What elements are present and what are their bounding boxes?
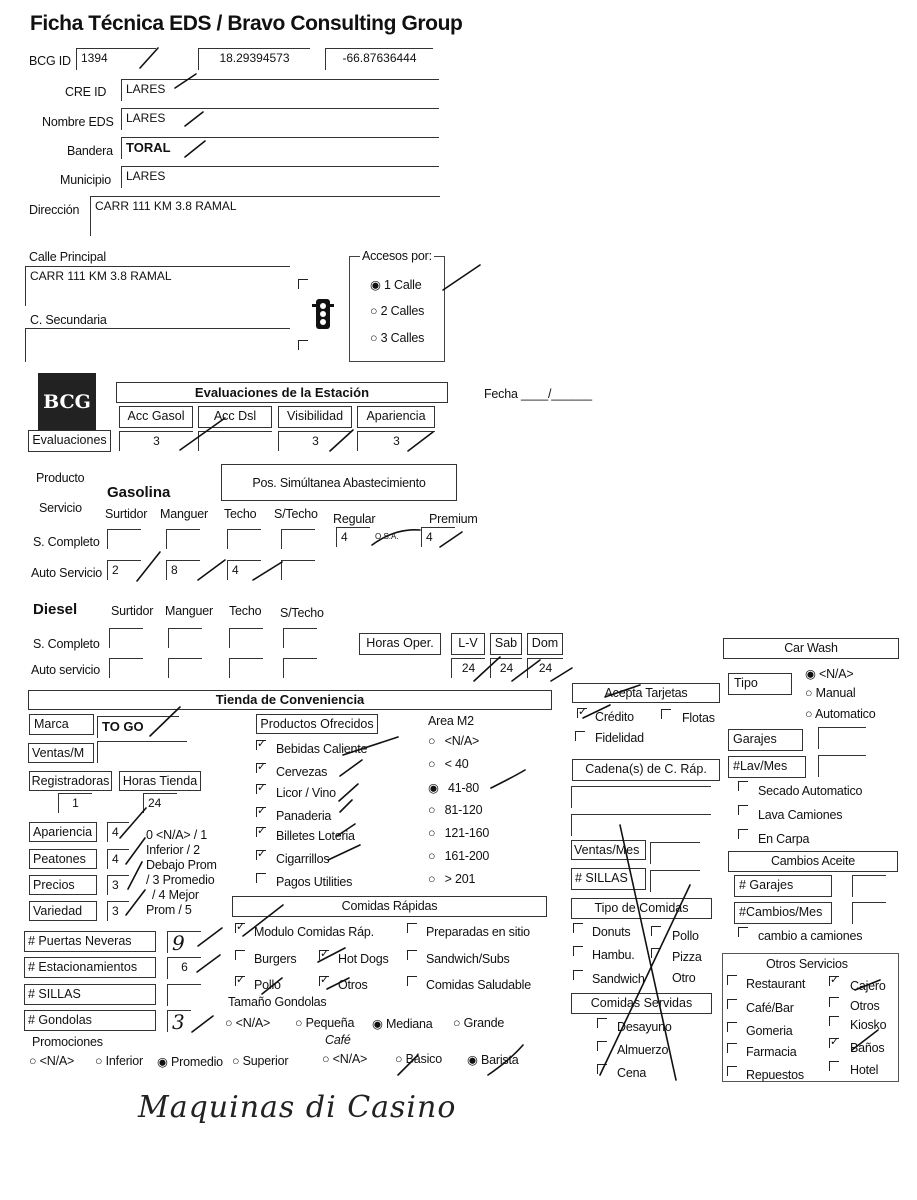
- radio-icon: ○: [232, 1054, 240, 1068]
- ventas-mes-field[interactable]: [650, 842, 700, 864]
- desayuno-checkbox[interactable]: [597, 1018, 607, 1028]
- comida-rapida-checkbox[interactable]: [235, 950, 245, 960]
- cafe-bar-label: Café/Bar: [746, 1001, 794, 1015]
- area-radio[interactable]: ○ 81-120: [428, 803, 483, 817]
- radio-icon: ○: [370, 304, 378, 318]
- donuts-label: Donuts: [592, 925, 631, 939]
- radio-icon: ○: [805, 707, 813, 721]
- direccion-field[interactable]: CARR 111 KM 3.8 RAMAL: [90, 196, 440, 236]
- car-wash-title: Car Wash: [723, 638, 899, 659]
- radio-icon: ○: [428, 803, 439, 817]
- cafe-bar-checkbox[interactable]: [727, 999, 737, 1009]
- area-radio[interactable]: ○ <N/A>: [428, 734, 480, 748]
- radio-selected-icon: ◉: [370, 278, 381, 292]
- comida-rapida-label: Otros: [338, 978, 368, 992]
- apariencia-rating[interactable]: 4: [107, 822, 129, 842]
- producto-checkbox[interactable]: [256, 763, 266, 773]
- secado-label: Secado Automatico: [758, 784, 863, 798]
- producto-label: Pagos Utilities: [276, 875, 353, 889]
- ventas-m-label: Ventas/M: [28, 743, 94, 763]
- sandwich-cr-checkbox[interactable]: [573, 970, 583, 980]
- almuerzo-label: Almuerzo: [617, 1043, 669, 1057]
- tienda-title: Tienda de Conveniencia: [28, 690, 552, 710]
- diesel-title: Diesel: [33, 601, 78, 618]
- scale-note-1: 0 <N/A> / 1: [146, 828, 208, 842]
- producto-checkbox[interactable]: [256, 850, 266, 860]
- radio-icon: ○: [805, 686, 813, 700]
- municipio-label: Municipio: [60, 173, 112, 187]
- dsl-s-completo-label: S. Completo: [33, 637, 100, 651]
- radio-selected-icon: ◉: [428, 781, 442, 795]
- producto-checkbox[interactable]: [256, 807, 266, 817]
- kiosko-checkbox[interactable]: [829, 1016, 839, 1026]
- banos-label: Baños: [850, 1041, 885, 1055]
- gas-col-stecho: S/Techo: [274, 507, 318, 521]
- comida-rapida-label: Modulo Comidas Ráp.: [254, 925, 374, 939]
- comidas-servidas-label: Comidas Servidas: [571, 993, 712, 1014]
- puertas-neveras-label: # Puertas Neveras: [24, 931, 156, 952]
- garajes-label: Garajes: [728, 729, 803, 751]
- lav-mes-label: #Lav/Mes: [728, 756, 806, 778]
- servicio-label: Servicio: [39, 501, 82, 515]
- radio-selected-icon: ◉: [372, 1017, 383, 1031]
- radio-selected-icon: ◉: [157, 1055, 168, 1069]
- promo-inferior-radio[interactable]: ○ Inferior: [95, 1054, 143, 1068]
- cadena-field-2[interactable]: [571, 814, 711, 836]
- credito-label: Crédito: [595, 710, 634, 724]
- calle-principal-label: Calle Principal: [29, 250, 106, 264]
- regular-label: Regular: [333, 512, 376, 526]
- latitude-field[interactable]: 18.29394573: [198, 48, 310, 70]
- comidas-rapidas-title: Comidas Rápidas: [232, 896, 547, 917]
- dsl-as-techo[interactable]: [229, 658, 263, 678]
- comida-rapida-checkbox[interactable]: [235, 923, 245, 933]
- productos-ofrecidos-label: Productos Ofrecidos: [256, 714, 378, 734]
- evaluaciones-button[interactable]: Evaluaciones: [28, 430, 111, 452]
- tamano-gondolas-label: Tamaño Gondolas: [228, 995, 327, 1009]
- en-carpa-label: En Carpa: [758, 832, 810, 846]
- sillas-comida-field[interactable]: [650, 870, 700, 892]
- radio-icon: ○: [428, 757, 439, 771]
- radio-icon: ○: [395, 1052, 403, 1066]
- radio-icon: ○: [428, 849, 439, 863]
- repuestos-checkbox[interactable]: [727, 1066, 737, 1076]
- premium-label: Premium: [429, 512, 478, 526]
- scale-note-4: / 3 Promedio: [146, 873, 215, 887]
- nombre-eds-label: Nombre EDS: [42, 115, 114, 129]
- form-title: Ficha Técnica EDS / Bravo Consulting Group: [30, 12, 463, 35]
- regular-value[interactable]: 4: [336, 527, 370, 547]
- tamano-mediana-radio[interactable]: ◉ Mediana: [372, 1017, 433, 1031]
- pos-simultanea-box: Pos. Simúltanea Abastecimiento: [221, 464, 457, 501]
- area-radio[interactable]: ○ 161-200: [428, 849, 490, 863]
- cafe-na-radio[interactable]: ○ <N/A>: [322, 1052, 368, 1066]
- otro-cr-label: Otro: [672, 971, 696, 985]
- gas-auto-servicio-label: Auto Servicio: [31, 566, 103, 580]
- registradoras-label: Registradoras: [29, 771, 112, 791]
- otros-checkbox[interactable]: [829, 997, 839, 1007]
- horas-tienda-label: Horas Tienda: [119, 771, 201, 791]
- comida-rapida-label: Pollo: [254, 978, 281, 992]
- peatones-rating[interactable]: 4: [107, 849, 129, 869]
- pollo-cr-checkbox[interactable]: [651, 926, 661, 936]
- gas-sc-manguer[interactable]: [166, 529, 200, 549]
- radio-icon: ○: [295, 1016, 303, 1030]
- area-m2-label: Area M2: [428, 714, 474, 728]
- cena-label: Cena: [617, 1066, 647, 1080]
- gas-as-stecho[interactable]: [281, 560, 315, 580]
- horas-col-lv: L-V: [451, 633, 485, 655]
- gomeria-checkbox[interactable]: [727, 1022, 737, 1032]
- cre-id-field[interactable]: LARES: [121, 79, 439, 101]
- hotel-checkbox[interactable]: [829, 1061, 839, 1071]
- gondolas-label: # Gondolas: [24, 1010, 156, 1031]
- credito-checkbox[interactable]: [577, 708, 587, 718]
- producto-checkbox[interactable]: [256, 784, 266, 794]
- area-radio[interactable]: ○ > 201: [428, 872, 476, 886]
- horas-sab-value[interactable]: 24: [490, 658, 522, 678]
- garajes-field[interactable]: [818, 727, 866, 749]
- gas-col-surtidor: Surtidor: [105, 507, 148, 521]
- farmacia-label: Farmacia: [746, 1045, 797, 1059]
- producto-checkbox[interactable]: [256, 740, 266, 750]
- radio-icon: ○: [428, 734, 439, 748]
- variedad-label: Variedad: [29, 901, 97, 921]
- radio-icon: ○: [322, 1052, 330, 1066]
- producto-label: Cervezas: [276, 765, 328, 779]
- longitude-field[interactable]: -66.87636444: [325, 48, 433, 70]
- marca-field[interactable]: TO GO: [97, 716, 179, 738]
- producto-label: Bebidas Caliente: [276, 742, 368, 756]
- secundaria-traffic-checkbox[interactable]: [298, 340, 308, 350]
- producto-checkbox[interactable]: [256, 827, 266, 837]
- sillas-tienda-label: # SILLAS: [24, 984, 156, 1005]
- municipio-field[interactable]: LARES: [121, 166, 439, 188]
- promo-superior-radio[interactable]: ○ Superior: [232, 1054, 289, 1068]
- cambios-mes-label: #Cambios/Mes: [734, 902, 832, 924]
- col-visibilidad: Visibilidad: [278, 406, 352, 428]
- hambu-checkbox[interactable]: [573, 946, 583, 956]
- principal-traffic-checkbox[interactable]: [298, 279, 308, 289]
- radio-selected-icon: ◉: [467, 1053, 478, 1067]
- dsl-sc-techo[interactable]: [229, 628, 263, 648]
- horas-lv-value[interactable]: 24: [451, 658, 485, 678]
- calle-secundaria-label: C. Secundaria: [30, 313, 107, 327]
- comida-rapida-checkbox[interactable]: [407, 976, 417, 986]
- osa-label: O.S.A.: [375, 532, 399, 541]
- estacionamientos-value[interactable]: 6: [167, 957, 201, 979]
- restaurant-checkbox[interactable]: [727, 975, 737, 985]
- dsl-sc-surtidor[interactable]: [109, 628, 143, 648]
- producto-label: Cigarrillos: [276, 852, 330, 866]
- nombre-eds-field[interactable]: LARES: [121, 108, 439, 130]
- sillas-comida-label: # SILLAS: [571, 868, 646, 890]
- estacionamientos-label: # Estacionamientos: [24, 957, 156, 978]
- comida-rapida-checkbox[interactable]: [319, 976, 329, 986]
- cambios-aceite-title: Cambios Aceite: [728, 851, 898, 872]
- precios-label: Precios: [29, 875, 97, 895]
- producto-label: Producto: [36, 471, 85, 485]
- cre-id-label: CRE ID: [65, 85, 107, 99]
- horas-dom-value[interactable]: 24: [527, 658, 563, 678]
- scale-note-6: Prom / 5: [146, 903, 192, 917]
- garajes2-label: # Garajes: [734, 875, 832, 897]
- producto-label: Billetes Loteria: [276, 829, 355, 843]
- producto-label: Licor / Vino: [276, 786, 336, 800]
- col-acc-dsl: Acc Dsl: [198, 406, 272, 428]
- dsl-sc-stecho[interactable]: [283, 628, 317, 648]
- acc-dsl-value[interactable]: [198, 431, 272, 451]
- horas-oper-button[interactable]: Horas Oper.: [359, 633, 441, 655]
- gas-sc-stecho[interactable]: [281, 529, 315, 549]
- scale-note-3: Debajo Prom: [146, 858, 217, 872]
- pizza-checkbox[interactable]: [651, 948, 661, 958]
- gomeria-label: Gomeria: [746, 1024, 793, 1038]
- accesos-1-calle[interactable]: ◉ 1 Calle: [370, 278, 422, 292]
- farmacia-checkbox[interactable]: [727, 1043, 737, 1053]
- producto-checkbox[interactable]: [256, 873, 266, 883]
- radio-icon: ○: [428, 872, 439, 886]
- lava-camiones-checkbox[interactable]: [738, 805, 748, 815]
- lav-mes-field[interactable]: [818, 755, 866, 777]
- repuestos-label: Repuestos: [746, 1068, 804, 1082]
- tamano-pequena-radio[interactable]: ○ Pequeña: [295, 1016, 355, 1030]
- cadena-label: Cadena(s) de C. Ráp.: [572, 759, 720, 781]
- comida-rapida-checkbox[interactable]: [235, 976, 245, 986]
- radio-selected-icon: ◉: [805, 667, 816, 681]
- cadena-field-1[interactable]: [571, 786, 711, 808]
- dsl-col-manguer: Manguer: [165, 604, 213, 618]
- ventas-mes-label: Ventas/Mes: [571, 840, 646, 860]
- gas-sc-surtidor[interactable]: [107, 529, 141, 549]
- cafe-basico-radio[interactable]: ○ Básico: [395, 1052, 442, 1066]
- promo-promedio-radio[interactable]: ◉ Promedio: [157, 1055, 223, 1069]
- almuerzo-checkbox[interactable]: [597, 1041, 607, 1051]
- carwash-automatico-radio[interactable]: ○ Automatico: [805, 707, 876, 721]
- bcg-id-label: BCG ID: [29, 54, 71, 68]
- peatones-label: Peatones: [29, 849, 97, 869]
- marca-label: Marca: [29, 714, 94, 735]
- flotas-label: Flotas: [682, 711, 715, 725]
- en-carpa-checkbox[interactable]: [738, 829, 748, 839]
- bcg-logo: BCG: [38, 373, 96, 431]
- col-apariencia: Apariencia: [357, 406, 435, 428]
- horas-tienda-value[interactable]: 24: [143, 793, 177, 813]
- handwritten-note: Maquinas di Casino: [138, 1090, 457, 1125]
- carwash-manual-radio[interactable]: ○ Manual: [805, 686, 856, 700]
- gas-col-techo: Techo: [224, 507, 257, 521]
- secado-checkbox[interactable]: [738, 781, 748, 791]
- pollo-cr-label: Pollo: [672, 929, 699, 943]
- gasolina-title: Gasolina: [107, 484, 171, 501]
- hotel-label: Hotel: [850, 1063, 879, 1077]
- comida-rapida-label: Preparadas en sitio: [426, 925, 530, 939]
- comida-rapida-label: Sandwich/Subs: [426, 952, 510, 966]
- cambio-camiones-label: cambio a camiones: [758, 929, 863, 943]
- gas-as-techo[interactable]: 4: [227, 560, 261, 580]
- premium-value[interactable]: 4: [421, 527, 455, 547]
- apariencia-value[interactable]: 3: [357, 431, 435, 451]
- fidelidad-checkbox[interactable]: [575, 731, 585, 741]
- tipo-label: Tipo: [728, 673, 792, 695]
- sillas-tienda-value[interactable]: [167, 984, 201, 1006]
- cambio-camiones-checkbox[interactable]: [738, 927, 748, 937]
- scale-note-2: Inferior / 2: [146, 843, 200, 857]
- gas-col-manguer: Manguer: [160, 507, 208, 521]
- horas-col-dom: Dom: [527, 633, 563, 655]
- pizza-label: Pizza: [672, 950, 702, 964]
- scale-note-5: / 4 Mejor: [152, 888, 199, 902]
- radio-icon: ○: [428, 826, 439, 840]
- acc-gasol-value[interactable]: 3: [119, 431, 193, 451]
- col-acc-gasol: Acc Gasol: [119, 406, 193, 428]
- gondolas-value[interactable]: 3: [167, 1010, 191, 1032]
- radio-icon: ○: [29, 1054, 37, 1068]
- promociones-label: Promociones: [32, 1035, 103, 1049]
- registradoras-value[interactable]: 1: [58, 793, 92, 813]
- cajero-checkbox[interactable]: [829, 976, 839, 986]
- comida-rapida-label: Burgers: [254, 952, 297, 966]
- ventas-m-field[interactable]: [97, 741, 187, 763]
- comida-rapida-label: Hot Dogs: [338, 952, 389, 966]
- comida-rapida-checkbox[interactable]: [407, 950, 417, 960]
- tipo-comidas-label: Tipo de Comidas: [571, 898, 712, 919]
- comida-rapida-checkbox[interactable]: [407, 923, 417, 933]
- area-radio[interactable]: ◉ 41-80: [428, 781, 479, 795]
- dsl-as-stecho[interactable]: [283, 658, 317, 678]
- gas-as-manguer[interactable]: 8: [166, 560, 200, 580]
- acepta-tarjetas-title: Acepta Tarjetas: [572, 683, 720, 703]
- dsl-as-surtidor[interactable]: [109, 658, 143, 678]
- sandwich-cr-label: Sandwich: [592, 972, 645, 986]
- visibilidad-value[interactable]: 3: [278, 431, 352, 451]
- otros-label: Otros: [850, 999, 880, 1013]
- area-radio[interactable]: ○ 121-160: [428, 826, 490, 840]
- producto-label: Panaderia: [276, 809, 332, 823]
- accesos-label: Accesos por:: [362, 249, 432, 263]
- puertas-neveras-value[interactable]: 9: [167, 931, 201, 953]
- comida-rapida-checkbox[interactable]: [319, 950, 329, 960]
- traffic-light-icon: [311, 298, 335, 335]
- flotas-checkbox[interactable]: [661, 709, 671, 719]
- fidelidad-label: Fidelidad: [595, 731, 644, 745]
- area-radio[interactable]: ○ < 40: [428, 757, 469, 771]
- gas-s-completo-label: S. Completo: [33, 535, 100, 549]
- bandera-field[interactable]: TORAL: [121, 137, 439, 159]
- variedad-rating[interactable]: 3: [107, 901, 129, 921]
- radio-icon: ○: [453, 1016, 461, 1030]
- apariencia-label: Apariencia: [29, 822, 97, 842]
- kiosko-label: Kiosko: [850, 1018, 887, 1032]
- lava-camiones-label: Lava Camiones: [758, 808, 843, 822]
- donuts-checkbox[interactable]: [573, 923, 583, 933]
- promo-na-radio[interactable]: ○ <N/A>: [29, 1054, 75, 1068]
- restaurant-label: Restaurant: [746, 977, 806, 991]
- cena-checkbox[interactable]: [597, 1064, 607, 1074]
- gas-as-surtidor[interactable]: 2: [107, 560, 141, 580]
- comida-rapida-label: Comidas Saludable: [426, 978, 531, 992]
- bcg-id-field[interactable]: 1394: [76, 48, 156, 70]
- fecha-label: Fecha ____/______: [484, 387, 592, 401]
- accesos-3-calles[interactable]: ○ 3 Calles: [370, 331, 425, 345]
- accesos-2-calles[interactable]: ○ 2 Calles: [370, 304, 425, 318]
- carwash-na-radio[interactable]: ◉ <N/A>: [805, 667, 854, 681]
- cafe-label: Café: [325, 1033, 351, 1047]
- fecha-value: ____/______: [521, 387, 592, 401]
- calle-secundaria-field[interactable]: [25, 328, 290, 362]
- dsl-auto-servicio-label: Auto servicio: [31, 663, 100, 677]
- garajes2-field[interactable]: [852, 875, 886, 897]
- dsl-as-manguer[interactable]: [168, 658, 202, 678]
- cambios-mes-field[interactable]: [852, 902, 886, 924]
- bandera-label: Bandera: [67, 144, 113, 158]
- desayuno-label: Desayuno: [617, 1020, 672, 1034]
- radio-icon: ○: [370, 331, 378, 345]
- evaluaciones-title: Evaluaciones de la Estación: [116, 382, 448, 403]
- tamano-grande-radio[interactable]: ○ Grande: [453, 1016, 505, 1030]
- radio-icon: ○: [225, 1016, 233, 1030]
- horas-col-sab: Sab: [490, 633, 522, 655]
- precios-rating[interactable]: 3: [107, 875, 129, 895]
- cafe-barista-radio[interactable]: ◉ Barista: [467, 1053, 519, 1067]
- dsl-sc-manguer[interactable]: [168, 628, 202, 648]
- tamano-na-radio[interactable]: ○ <N/A>: [225, 1016, 271, 1030]
- dsl-col-techo: Techo: [229, 604, 262, 618]
- dsl-col-surtidor: Surtidor: [111, 604, 154, 618]
- direccion-label: Dirección: [29, 203, 80, 217]
- radio-icon: ○: [95, 1054, 103, 1068]
- cajero-label: Cajero: [850, 979, 886, 993]
- gas-sc-techo[interactable]: [227, 529, 261, 549]
- otros-servicios-title: Otros Servicios: [766, 957, 848, 971]
- hambu-label: Hambu.: [592, 948, 635, 962]
- dsl-col-stecho: S/Techo: [280, 606, 324, 620]
- banos-checkbox[interactable]: [829, 1038, 839, 1048]
- calle-principal-field[interactable]: CARR 111 KM 3.8 RAMAL: [25, 266, 290, 306]
